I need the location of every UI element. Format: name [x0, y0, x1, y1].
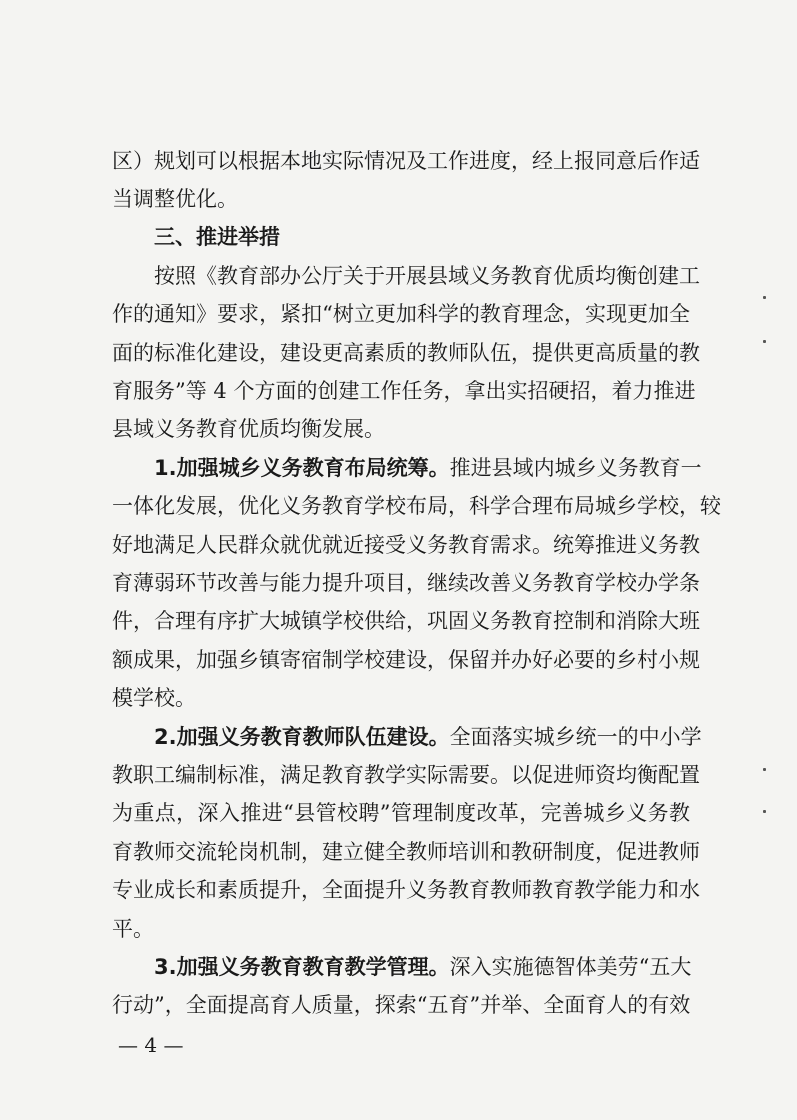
item-2-lead: 2.加强义务教育教师队伍建设。 — [154, 725, 450, 749]
scan-mark — [763, 340, 766, 343]
body-line: 为重点，深入推进“县管校聘”管理制度改革，完善城乡义务教 — [112, 801, 690, 825]
item-1-first-line — [154, 448, 702, 488]
body-line: 育教师交流轮岗机制，建立健全教师培训和教研制度，促进教师 — [112, 840, 700, 864]
section-heading: 三、推进举措 — [154, 225, 280, 249]
body-line: 育服务”等 4 个方面的创建工作任务，拿出实招硬招，着力推进 — [112, 379, 696, 403]
page-number: — 4 — — [118, 1033, 184, 1057]
body-line: 当调整优化。 — [112, 187, 238, 211]
body-line: 按照《教育部办公厅关于开展县域义务教育优质均衡创建工 — [154, 264, 700, 288]
body-line: 育薄弱环节改善与能力提升项目，继续改善义务教育学校办学条 — [112, 571, 700, 595]
body-line: 一体化发展，优化义务教育学校布局，科学合理布局城乡学校，较 — [112, 494, 721, 518]
scan-mark — [763, 296, 766, 299]
body-line: 额成果，加强乡镇寄宿制学校建设，保留并办好必要的乡村小规 — [112, 648, 700, 672]
scan-mark — [763, 768, 766, 771]
scan-mark — [763, 810, 766, 813]
body-line: 县域义务教育优质均衡发展。 — [112, 417, 385, 441]
body-line: 行动”，全面提高育人质量，探索“五育”并举、全面育人的有效 — [112, 993, 691, 1017]
body-line: 平。 — [112, 917, 154, 941]
item-3-text: 深入实施德智体美劳“五大 — [449, 955, 692, 979]
body-line: 件，合理有序扩大城镇学校供给，巩固义务教育控制和消除大班 — [112, 609, 700, 633]
body-line: 区）规划可以根据本地实际情况及工作进度，经上报同意后作适 — [112, 149, 700, 173]
item-1-text: 推进县域内城乡义务教育一 — [449, 456, 702, 480]
body-line: 教职工编制标准，满足教育教学实际需要。以促进师资均衡配置 — [112, 763, 700, 787]
item-2-text: 全面落实城乡统一的中小学 — [449, 725, 702, 749]
body-line: 好地满足人民群众就优就近接受义务教育需求。统筹推进义务教 — [112, 533, 700, 557]
item-3-first-line — [154, 947, 690, 987]
body-line: 作的通知》要求，紧扣“树立更加科学的教育理念，实现更加全 — [112, 302, 690, 326]
body-line: 面的标准化建设，建设更高素质的教师队伍，提供更高质量的教 — [112, 341, 700, 365]
item-2-first-line — [154, 717, 702, 757]
body-line: 专业成长和素质提升，全面提升义务教育教师教育教学能力和水 — [112, 878, 700, 902]
item-1-lead: 1.加强城乡义务教育布局统筹。 — [154, 456, 450, 480]
body-line: 模学校。 — [112, 686, 196, 710]
item-3-lead: 3.加强义务教育教育教学管理。 — [154, 955, 450, 979]
